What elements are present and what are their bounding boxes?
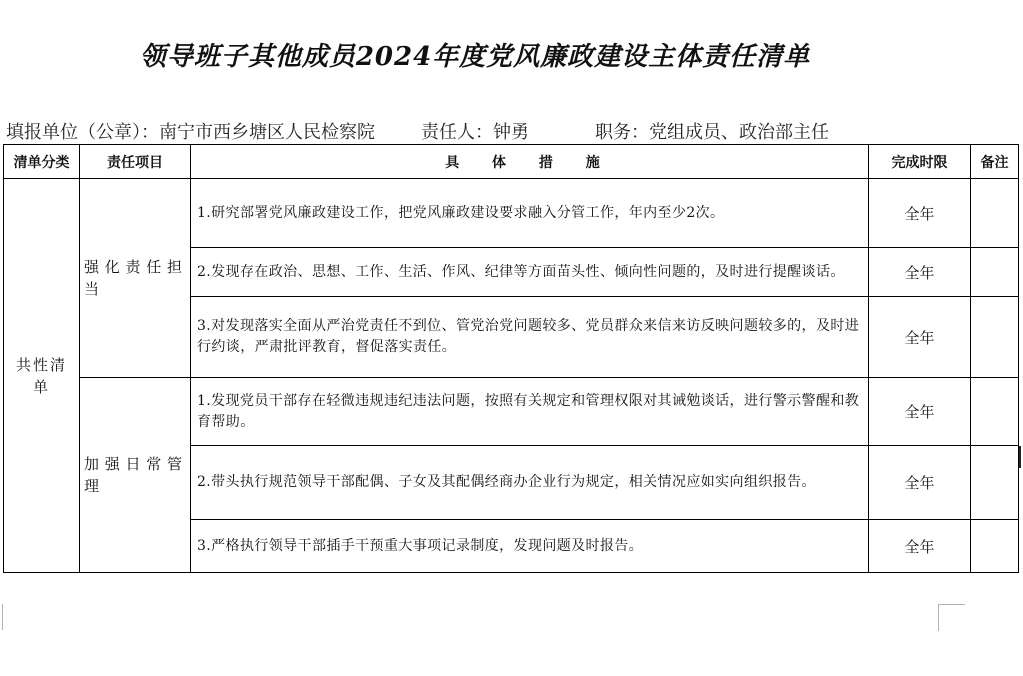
remark-cell — [971, 297, 1019, 378]
table-header-row — [4, 145, 1019, 179]
page-corner-mark-left — [2, 604, 29, 630]
remark-cell — [971, 446, 1019, 520]
responsibility-table — [3, 144, 1019, 573]
header-deadline: 完成时限 — [869, 145, 971, 179]
deadline-cell: 全年 — [869, 179, 971, 248]
item-cell: 强化责任担当 — [80, 179, 191, 378]
remark-cell — [971, 378, 1019, 446]
measure-cell: 3.对发现落实全面从严治党责任不到位、管党治党问题较多、党员群众来信来访反映问题较多的，及时进行约谈，严肃批评教育，督促落实责任。 — [191, 297, 869, 378]
measure-cell: 2.带头执行规范领导干部配偶、子女及其配偶经商办企业行为规定，相关情况应如实向组织报告。 — [191, 446, 869, 520]
deadline-cell: 全年 — [869, 378, 971, 446]
page-corner-mark-right — [938, 604, 965, 631]
info-line — [6, 118, 829, 144]
header-category: 清单分类 — [4, 145, 80, 179]
deadline-cell: 全年 — [869, 446, 971, 520]
table-row — [4, 378, 1019, 446]
text-cursor — [1019, 446, 1021, 468]
job-position: 职务：党组成员、政治部主任 — [595, 122, 829, 143]
document-title: 领导班子其他成员2024年度党风廉政建设主体责任清单 — [139, 42, 811, 72]
table-row — [4, 179, 1019, 248]
header-item: 责任项目 — [80, 145, 191, 179]
reporting-unit: 填报单位（公章）：南宁市西乡塘区人民检察院 — [6, 122, 375, 143]
item-cell: 加强日常管理 — [80, 378, 191, 573]
measure-cell: 1.发现党员干部存在轻微违规违纪违法问题，按照有关规定和管理权限对其诫勉谈话，进行警示警醒和教育帮助。 — [191, 378, 869, 446]
measure-cell: 3.严格执行领导干部插手干预重大事项记录制度，发现问题及时报告。 — [191, 520, 869, 573]
category-cell: 共性清单 — [4, 179, 80, 573]
remark-cell — [971, 179, 1019, 248]
remark-cell — [971, 520, 1019, 573]
measure-cell: 2.发现存在政治、思想、工作、生活、作风、纪律等方面苗头性、倾向性问题的，及时进行提醒谈话。 — [191, 248, 869, 297]
header-measures: 具 体 措 施 — [191, 145, 869, 179]
remark-cell — [971, 248, 1019, 297]
deadline-cell: 全年 — [869, 520, 971, 573]
deadline-cell: 全年 — [869, 248, 971, 297]
header-remark: 备注 — [971, 145, 1019, 179]
measure-cell: 1.研究部署党风廉政建设工作，把党风廉政建设要求融入分管工作，年内至少2次。 — [191, 179, 869, 248]
deadline-cell: 全年 — [869, 297, 971, 378]
responsible-person: 责任人：钟勇 — [421, 122, 529, 143]
